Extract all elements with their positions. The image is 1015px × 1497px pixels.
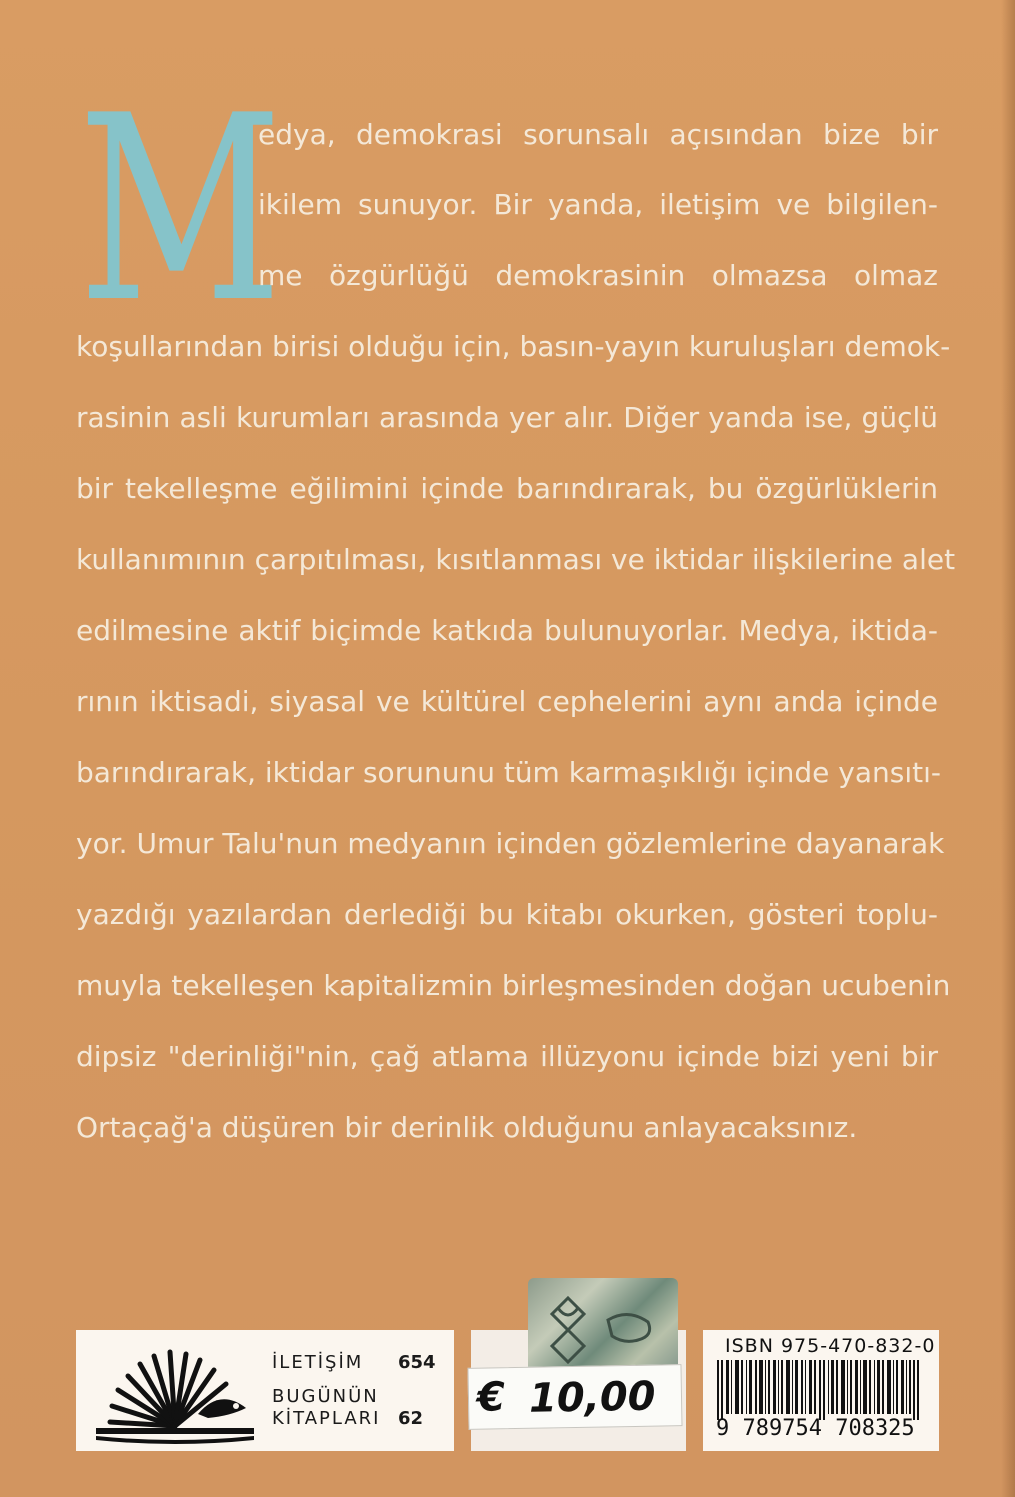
text-line-11: yor. Umur Talu'nun medyanın içinden gözlemlerine dayanarak [76, 827, 945, 860]
barcode-icon [717, 1360, 927, 1420]
price-currency: € [476, 1374, 506, 1421]
text-line-9: rının iktisadi, siyasal ve kültürel cephelerini aynı anda içinde [76, 685, 938, 718]
text-line-14: dipsiz "derinliği"nin, çağ atlama illüzyonu içinde bizi yeni bir [76, 1040, 938, 1073]
dropcap-letter: M [78, 61, 283, 359]
series-label-iletisim: İLETİŞİM [272, 1352, 364, 1373]
series-number-bugunun: 62 [398, 1408, 424, 1429]
text-line-12: yazdığı yazılardan derlediği bu kitabı okurken, gösteri toplu- [76, 898, 938, 931]
text-line-1: edya, demokrasi sorunsalı açısından bize bir [258, 118, 938, 151]
isbn-label: ISBN 975-470-832-0 [725, 1335, 936, 1357]
text-line-6: bir tekelleşme eğilimini içinde barındırarak, bu özgürlüklerin [76, 472, 938, 505]
publisher-logo-icon [90, 1344, 260, 1444]
text-line-3: me özgürlüğü demokrasinin olmazsa olmaz [258, 259, 938, 292]
publisher-box [76, 1330, 454, 1451]
text-line-7: kullanımının çarpıtılması, kısıtlanması ve iktidar ilişkilerine alet [76, 543, 956, 576]
barcode-number: 9 789754 708325 [716, 1416, 915, 1441]
series-label-bugunun: BUGÜNÜN [272, 1386, 379, 1407]
price-amount: 10,00 [528, 1373, 656, 1422]
text-line-13: muyla tekelleşen kapitalizmin birleşmesinden doğan ucubenin [76, 969, 951, 1002]
series-number-iletisim: 654 [398, 1352, 436, 1373]
text-line-5: rasinin asli kurumları arasında yer alır. Diğer yanda ise, güçlü [76, 401, 938, 434]
text-line-15: Ortaçağ'a düşüren bir derinlik olduğunu anlayacaksınız. [76, 1111, 858, 1144]
price-sticker [467, 1364, 682, 1430]
text-line-4: koşullarından birisi olduğu için, basın-yayın kuruluşları demok- [76, 330, 951, 363]
text-line-8: edilmesine aktif biçimde katkıda bulunuyorlar. Medya, iktida- [76, 614, 938, 647]
series-label-kitaplari: KİTAPLARI [272, 1408, 381, 1429]
text-line-10: barındırarak, iktidar sorununu tüm karmaşıklığı içinde yansıtı- [76, 756, 941, 789]
text-line-2: ikilem sunuyor. Bir yanda, iletişim ve bilgilen- [258, 188, 938, 221]
